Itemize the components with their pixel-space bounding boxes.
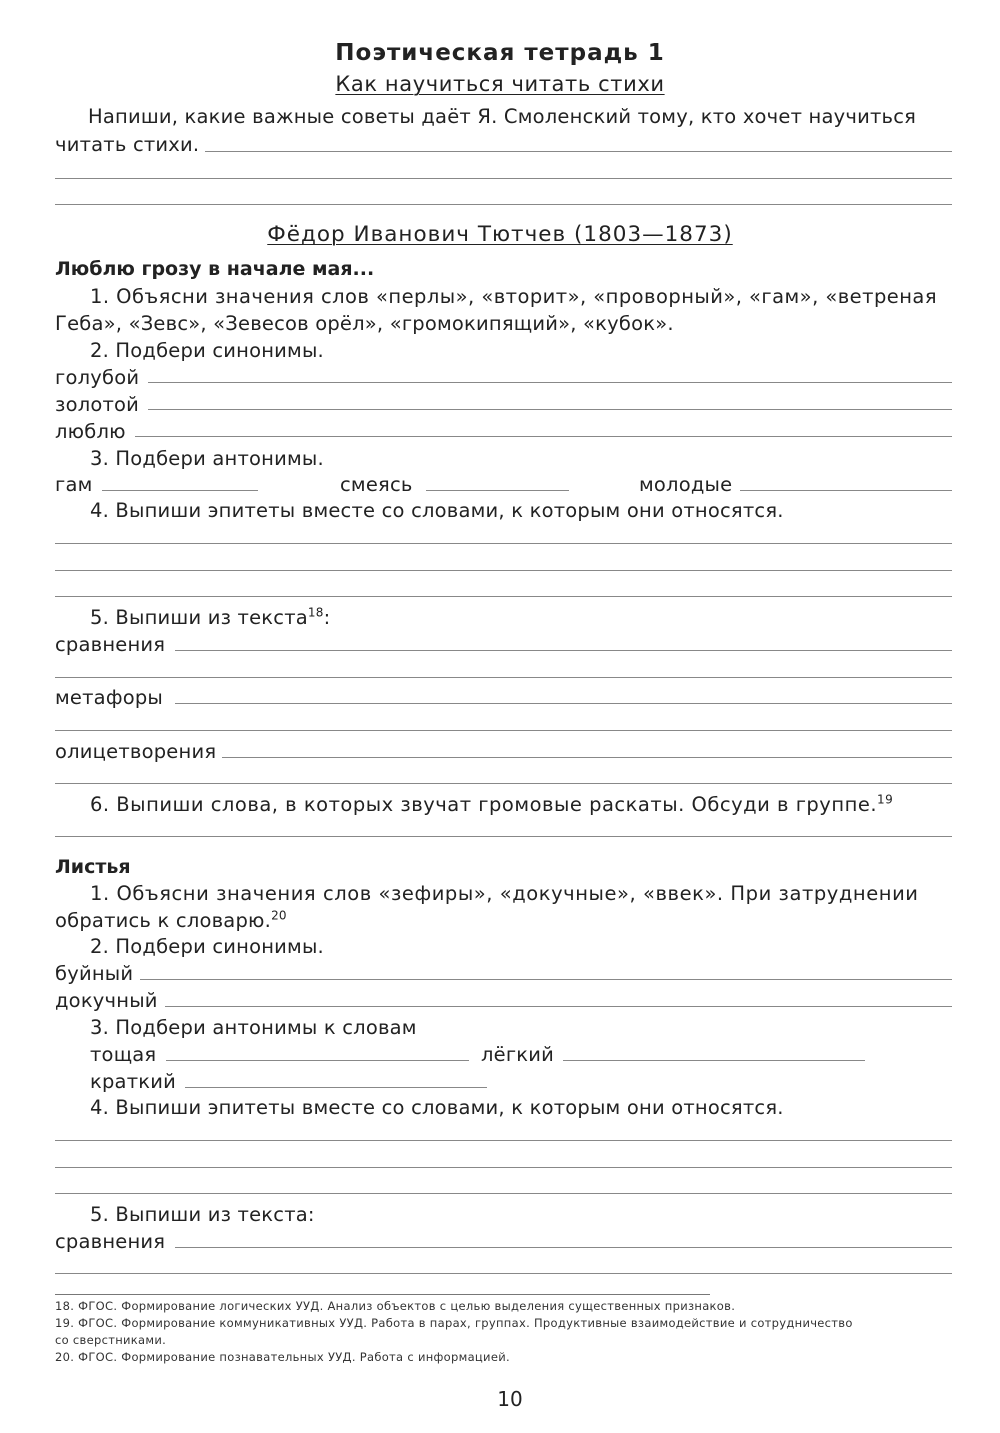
antonym-label: смеясь	[340, 473, 413, 496]
poem1-q6: 6. Выпиши слова, в которых звучат громовые раскаты. Обсуди в группе.$^{19}$	[90, 792, 894, 816]
figure-label: олицетворения	[55, 740, 217, 763]
answer-line[interactable]	[55, 1193, 952, 1194]
footnote-19-line1: 19. ФГОС. Формирование коммуникативных УУД. Работа в парах, группах. Продуктивные взаимодействие и сотрудничество	[55, 1316, 853, 1330]
figure-label: сравнения	[55, 633, 166, 656]
figure-label: сравнения	[55, 1230, 166, 1253]
answer-line[interactable]	[185, 1087, 487, 1088]
answer-line[interactable]	[166, 1060, 469, 1061]
answer-line[interactable]	[205, 151, 952, 152]
poem2-title: Листья	[55, 856, 131, 878]
antonym-label: лёгкий	[481, 1043, 555, 1066]
answer-line[interactable]	[175, 703, 952, 704]
answer-line[interactable]	[55, 570, 952, 571]
author-heading: Фёдор Иванович Тютчев (1803—1873)	[267, 222, 733, 247]
answer-line[interactable]	[135, 436, 952, 437]
poem1-q1-line1: 1. Объясни значения слов «перлы», «вторит», «проворный», «гам», «ветреная	[90, 285, 937, 308]
poem1-title: Люблю грозу в начале мая...	[55, 258, 375, 280]
poem1-q4: 4. Выпиши эпитеты вместе со словами, к которым они относятся.	[90, 499, 784, 522]
poem2-q1-line1: 1. Объясни значения слов «зефиры», «докучные», «ввек». При затруднении	[90, 882, 919, 905]
answer-line[interactable]	[55, 1167, 952, 1168]
footnote-20: 20. ФГОС. Формирование познавательных УУД. Работа с информацией.	[55, 1350, 510, 1364]
intro-task-line1: Напиши, какие важные советы даёт Я. Смоленский тому, кто хочет научиться	[88, 105, 917, 128]
antonym-label: краткий	[90, 1070, 176, 1093]
answer-line[interactable]	[165, 1006, 952, 1007]
answer-line[interactable]	[102, 490, 258, 491]
footnote-divider	[55, 1294, 710, 1295]
synonym-label: золотой	[55, 393, 140, 416]
answer-line[interactable]	[55, 677, 952, 678]
poem2-q1-line2: обратись к словарю.$^{20}$	[55, 908, 287, 932]
answer-line[interactable]	[55, 204, 952, 205]
answer-line[interactable]	[148, 409, 952, 410]
synonym-label: люблю	[55, 420, 126, 443]
answer-line[interactable]	[55, 836, 952, 837]
poem1-q3: 3. Подбери антонимы.	[90, 447, 324, 470]
answer-line[interactable]	[148, 382, 952, 383]
synonym-label: голубой	[55, 366, 140, 389]
answer-line[interactable]	[55, 1140, 952, 1141]
answer-line[interactable]	[222, 757, 952, 758]
answer-line[interactable]	[426, 490, 569, 491]
page-title: Поэтическая тетрадь 1	[335, 40, 665, 66]
answer-line[interactable]	[55, 596, 952, 597]
poem1-q5: 5. Выпиши из текста$^{18}$:	[90, 605, 331, 629]
footnote-ref[interactable]: 19	[877, 792, 894, 807]
answer-line[interactable]	[55, 178, 952, 179]
poem2-q5: 5. Выпиши из текста:	[90, 1203, 315, 1226]
answer-line[interactable]	[140, 979, 952, 980]
poem1-q2: 2. Подбери синонимы.	[90, 339, 324, 362]
answer-line[interactable]	[55, 730, 952, 731]
poem2-q3: 3. Подбери антонимы к словам	[90, 1016, 417, 1039]
antonym-label: гам	[55, 473, 93, 496]
page-subtitle: Как научиться читать стихи	[335, 72, 665, 96]
antonym-label: молодые	[639, 473, 733, 496]
figure-label: метафоры	[55, 686, 163, 709]
footnote-ref[interactable]: 20	[271, 908, 287, 923]
footnote-18: 18. ФГОС. Формирование логических УУД. Анализ объектов с целью выделения существенных признаков.	[55, 1299, 736, 1313]
answer-line[interactable]	[175, 650, 952, 651]
answer-line[interactable]	[740, 490, 952, 491]
poem2-q4: 4. Выпиши эпитеты вместе со словами, к которым они относятся.	[90, 1096, 784, 1119]
intro-task-line2: читать стихи.	[55, 133, 200, 156]
answer-line[interactable]	[55, 783, 952, 784]
footnote-ref[interactable]: 18	[307, 605, 324, 620]
answer-line[interactable]	[175, 1247, 952, 1248]
answer-line[interactable]	[55, 543, 952, 544]
answer-line[interactable]	[563, 1060, 865, 1061]
page-number: 10	[497, 1387, 523, 1411]
synonym-label: буйный	[55, 962, 134, 985]
poem1-q1-line2: Геба», «Зевс», «Зевесов орёл», «громокипящий», «кубок».	[55, 312, 674, 335]
poem2-q2: 2. Подбери синонимы.	[90, 935, 324, 958]
antonym-label: тощая	[90, 1043, 157, 1066]
footnote-19-line2: со сверстниками.	[55, 1333, 167, 1347]
synonym-label: докучный	[55, 989, 158, 1012]
answer-line[interactable]	[55, 1273, 952, 1274]
